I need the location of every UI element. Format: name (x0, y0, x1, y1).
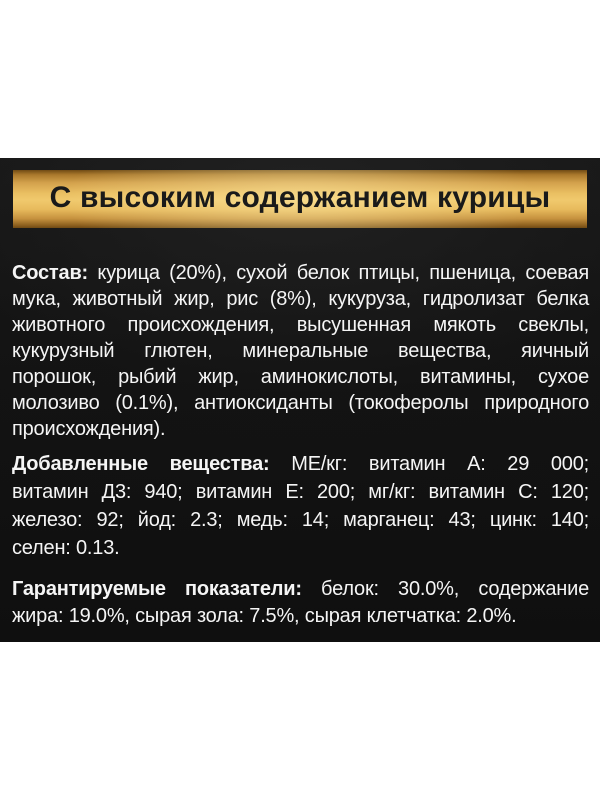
label-line: Гарантируемые показатели: белок: 30.0%, содержание (12, 578, 589, 600)
section-lead: Гарантируемые показатели: (12, 578, 302, 600)
label-line: жира: 19.0%, сырая зола: 7.5%, сырая клетчатка: 2.0%. (12, 605, 517, 627)
section-guaranteed-values (12, 576, 589, 630)
label-line: железо: 92; йод: 2.3; медь: 14; марганец: 43; цинк: 140; (12, 509, 589, 531)
chicken-content-banner (13, 170, 587, 228)
label-line: молозиво (0.1%), антиоксиданты (токоферолы природного (12, 392, 589, 414)
label-line: происхождения). (12, 418, 166, 440)
label-line: кукурузный глютен, минеральные вещества, яичный (12, 340, 589, 362)
section-lead: Добавленные вещества: (12, 453, 270, 475)
label-line: мука, животный жир, рис (8%), кукуруза, гидролизат белка (12, 288, 589, 310)
label-line: Добавленные вещества: МЕ/кг: витамин А: 29 000; (12, 453, 589, 475)
section-added-substances (12, 450, 589, 562)
label-line: Состав: курица (20%), сухой белок птицы, пшеница, соевая (12, 262, 589, 284)
banner-text: С высоким содержанием курицы (49, 181, 551, 214)
label-line: витамин Д3: 940; витамин Е: 200; мг/кг: витамин С: 120; (12, 481, 589, 503)
section-composition (12, 260, 589, 442)
label-line: селен: 0.13. (12, 537, 120, 559)
section-lead: Состав: (12, 262, 88, 284)
label-line: животного происхождения, высушенная мякоть свеклы, (12, 314, 589, 336)
composition-panel (0, 158, 600, 642)
label-line: порошок, рыбий жир, аминокислоты, витамины, сухое (12, 366, 589, 388)
